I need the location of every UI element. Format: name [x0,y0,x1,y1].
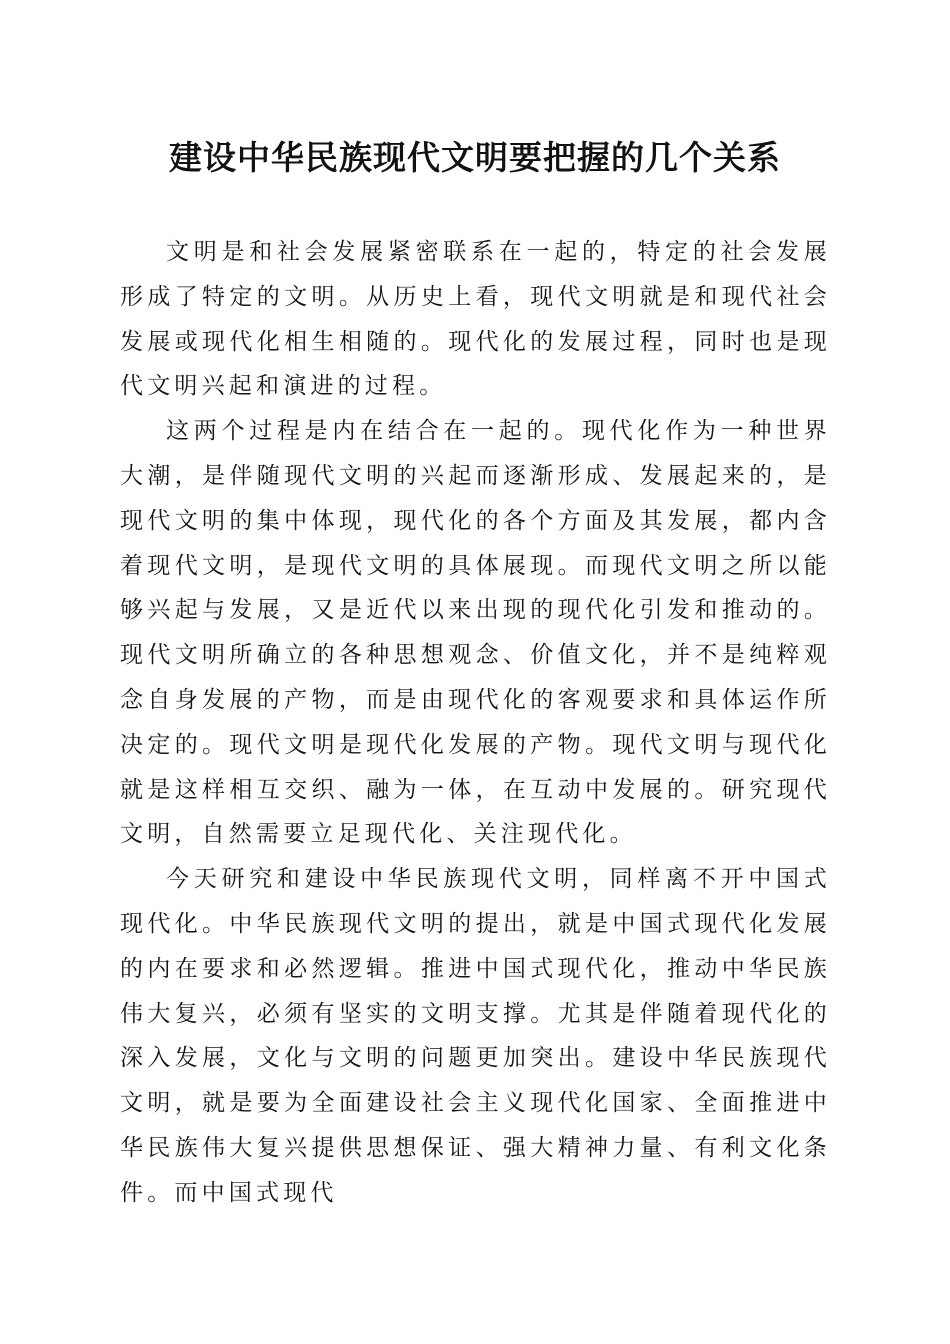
paragraph-1: 文明是和社会发展紧密联系在一起的，特定的社会发展形成了特定的文明。从历史上看，现代文明就是和现代社会发展或现代化相生相随的。现代化的发展过程，同时也是现代文明兴起和演进的过程。 [120,239,831,400]
paragraph-2: 这两个过程是内在结合在一起的。现代化作为一种世界大潮，是伴随现代文明的兴起而逐渐形成、发展起来的，是现代文明的集中体现，现代化的各个方面及其发展，都内含着现代文明，是现代文明的具体展现。而现代文明之所以能够兴起与发展，又是近代以来出现的现代化引发和推动的。现代文明所确立的各种思想观念、价值文化，并不是纯粹观念自身发展的产物，而是由现代化的客观要求和具体运作所决定的。现代文明是现代化发展的产物。现代文明与现代化就是这样相互交织、融为一体，在互动中发展的。研究现代文明，自然需要立足现代化、关注现代化。 [120,418,831,848]
paragraph-3: 今天研究和建设中华民族现代文明，同样离不开中国式现代化。中华民族现代文明的提出，就是中国式现代化发展的内在要求和必然逻辑。推进中国式现代化，推动中华民族伟大复兴，必须有坚实的文明支撑。尤其是伴随着现代化的深入发展，文化与文明的问题更加突出。建设中华民族现代文明，就是要为全面建设社会主义现代化国家、全面推进中华民族伟大复兴提供思想保证、强大精神力量、有利文化条件。而中国式现代 [120,866,831,1206]
document-body [120,230,831,1216]
document-title: 建设中华民族现代文明要把握的几个关系 [169,138,781,177]
